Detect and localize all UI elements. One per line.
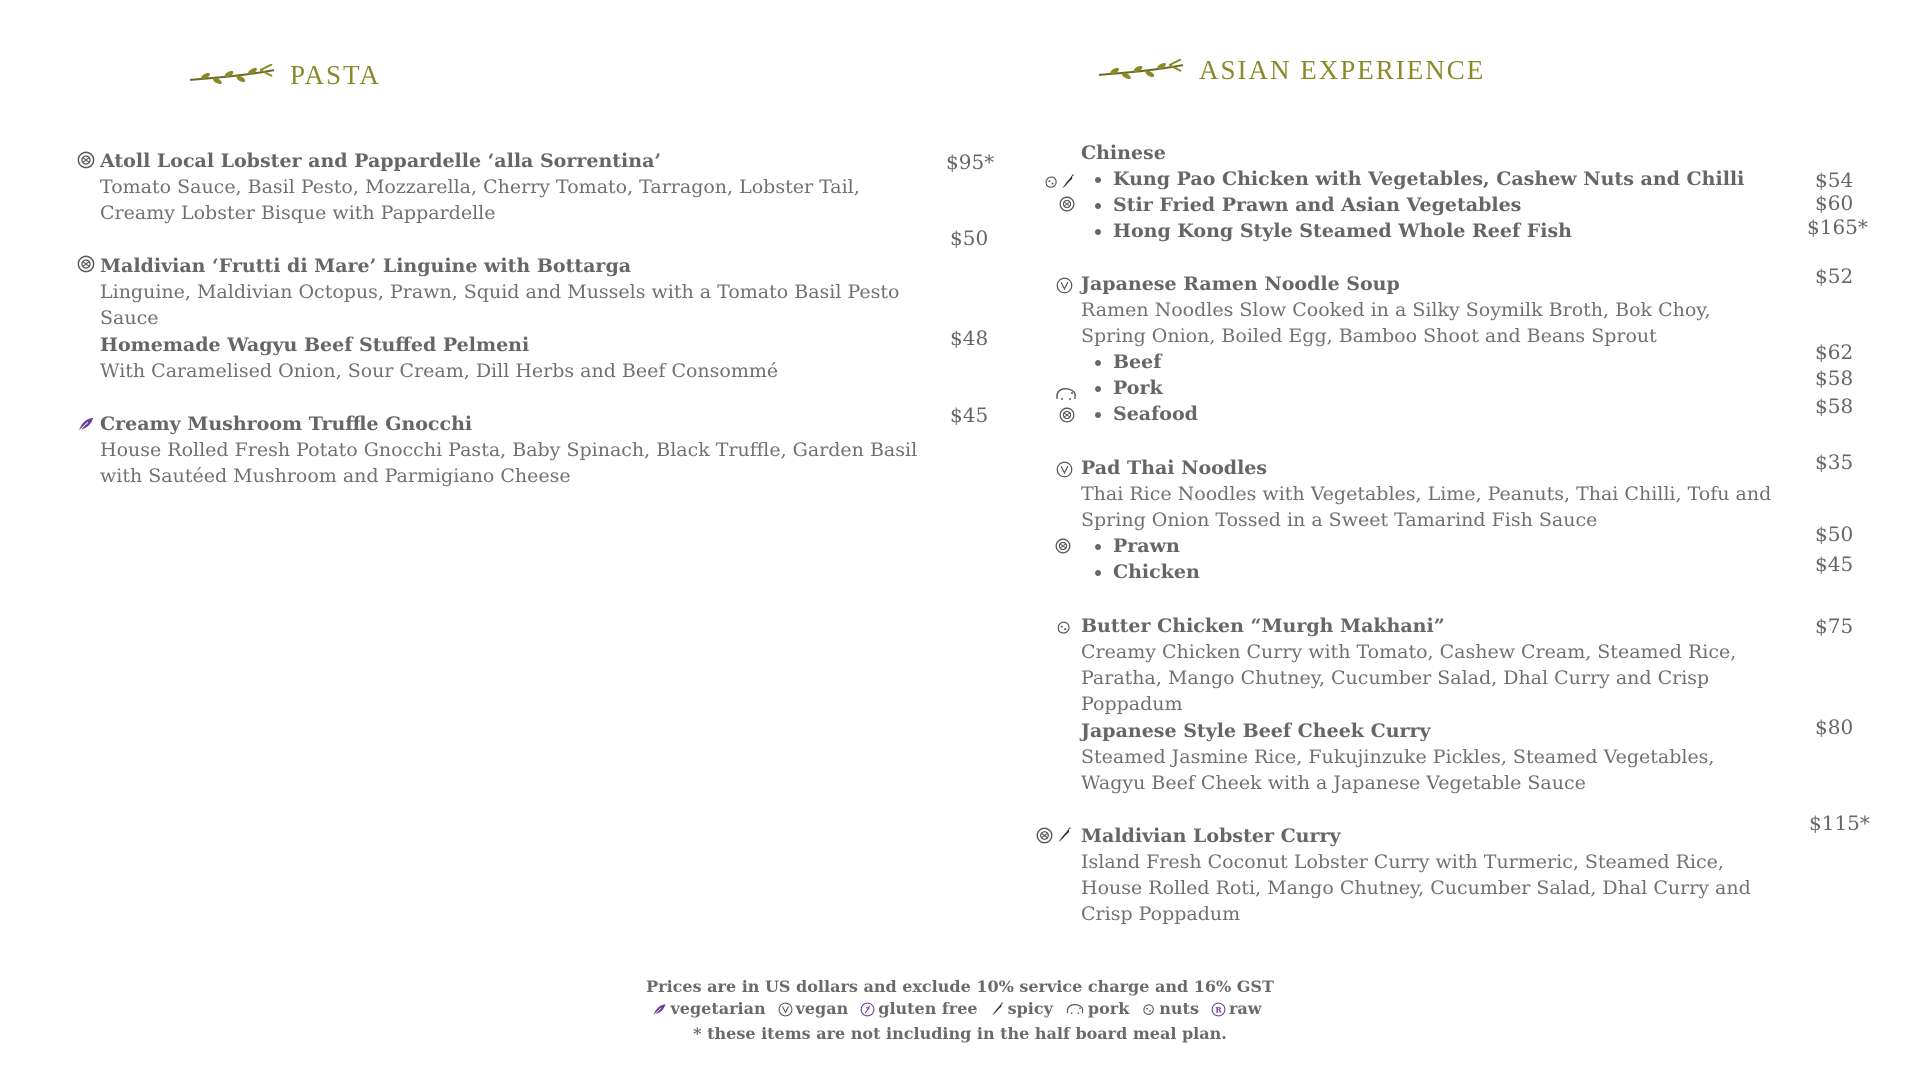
nuts-icon <box>1141 1002 1156 1017</box>
item-description: Linguine, Maldivian Octopus, Prawn, Squid and Mussels with a Tomato Basil Pesto Sauce <box>100 281 900 329</box>
pork-icon <box>1065 1002 1085 1016</box>
item-price: $58 <box>1815 366 1854 390</box>
list-item: • Prawn <box>1113 533 1781 559</box>
asian-heading <box>1097 55 1485 86</box>
list-item: • Pork <box>1113 375 1781 401</box>
legend-spicy: spicy <box>1007 999 1053 1018</box>
list-item: • Beef <box>1113 349 1781 375</box>
list-item: • Seafood <box>1113 401 1781 427</box>
gluten-free-icon <box>860 1002 875 1017</box>
item-description: Island Fresh Coconut Lobster Curry with Turmeric, Steamed Rice, House Rolled Roti, Mango Chutney, Cucumber Salad, Dhal Curry and Crisp Poppadum <box>1081 851 1751 925</box>
menu-item-ramen <box>1081 271 1781 427</box>
item-description: With Caramelised Onion, Sour Cream, Dill Herbs and Beef Consommé <box>100 360 779 382</box>
item-price: $75 <box>1815 614 1854 638</box>
half-board-note: * these items are not including in the half board meal plan. <box>693 1023 1227 1043</box>
item-price: $165* <box>1807 215 1868 239</box>
item-price: $45 <box>950 403 989 427</box>
pork-icon <box>1054 386 1078 402</box>
raw-icon <box>1059 407 1075 423</box>
raw-icon <box>1036 827 1053 844</box>
item-description: House Rolled Fresh Potato Gnocchi Pasta, Baby Spinach, Black Truffle, Garden Basil with Sautéed Mushroom and Parmigiano Cheese <box>100 439 918 487</box>
list-item: • Hong Kong Style Steamed Whole Reef Fish <box>1113 218 1781 244</box>
menu-item-beef-cheek-curry <box>1081 718 1781 796</box>
item-price: $54 <box>1815 168 1854 192</box>
chilli-icon <box>990 1002 1005 1017</box>
raw-icon <box>1055 538 1071 554</box>
vegan-icon <box>1056 461 1073 478</box>
item-price: $95* <box>946 150 995 174</box>
item-price: $35 <box>1815 450 1854 474</box>
nuts-icon <box>1043 174 1059 190</box>
list-item: • Chicken <box>1113 559 1781 585</box>
vegetarian-leaf-icon <box>652 1002 667 1017</box>
menu-item-butter-chicken <box>1081 613 1781 717</box>
item-title: Maldivian ‘Frutti di Mare’ Linguine with Bottarga <box>100 255 632 277</box>
legend-pork: pork <box>1087 999 1130 1018</box>
item-title: Homemade Wagyu Beef Stuffed Pelmeni <box>100 334 530 356</box>
item-title: Japanese Ramen Noodle Soup <box>1081 273 1400 295</box>
legend-vegetarian: vegetarian <box>670 999 766 1018</box>
menu-item-wagyu-pelmeni <box>100 332 935 384</box>
raw-icon <box>77 151 95 169</box>
menu-footer <box>0 976 1920 1045</box>
menu-item-pad-thai <box>1081 455 1781 585</box>
item-description: Steamed Jasmine Rice, Fukujinzuke Pickles, Steamed Vegetables, Wagyu Beef Cheek with a Japanese Vegetable Sauce <box>1081 746 1715 794</box>
chilli-icon <box>1060 174 1076 190</box>
raw-icon <box>1059 196 1075 212</box>
olive-sprig-icon <box>1097 59 1185 83</box>
olive-sprig-icon <box>188 64 276 88</box>
vegan-icon <box>778 1002 793 1017</box>
item-title: Pad Thai Noodles <box>1081 457 1268 479</box>
item-description: Thai Rice Noodles with Vegetables, Lime, Peanuts, Thai Chilli, Tofu and Spring Onion Tossed in a Sweet Tamarind Fish Sauce <box>1081 483 1772 531</box>
item-price: $115* <box>1809 811 1870 835</box>
menu-section-chinese <box>1081 140 1781 244</box>
item-title: Butter Chicken “Murgh Makhani” <box>1081 615 1445 637</box>
raw-icon <box>1211 1002 1226 1017</box>
item-title: Maldivian Lobster Curry <box>1081 825 1341 847</box>
item-price: $80 <box>1815 715 1854 739</box>
dietary-legend <box>652 998 1267 1020</box>
item-description: Creamy Chicken Curry with Tomato, Cashew Cream, Steamed Rice, Paratha, Mango Chutney, Cucumber Salad, Dhal Curry and Crisp Poppadum <box>1081 641 1737 715</box>
item-price: $60 <box>1815 191 1854 215</box>
asian-heading-text: ASIAN EXPERIENCE <box>1199 55 1486 85</box>
item-price: $48 <box>950 326 989 350</box>
price-note: Prices are in US dollars and exclude 10% service charge and 16% GST <box>646 977 1274 996</box>
menu-item-lobster-curry <box>1081 823 1781 927</box>
item-title: Japanese Style Beef Cheek Curry <box>1081 720 1431 742</box>
section-title: Chinese <box>1081 142 1166 164</box>
list-item: • Kung Pao Chicken with Vegetables, Cashew Nuts and Chilli <box>1113 166 1781 192</box>
pasta-heading <box>188 60 381 91</box>
raw-icon <box>77 255 95 273</box>
menu-item-lobster-pappardelle <box>100 148 935 226</box>
legend-vegan: vegan <box>795 999 849 1018</box>
vegan-icon <box>1056 277 1073 294</box>
item-price: $50 <box>950 226 989 250</box>
menu-item-frutti-di-mare <box>100 253 935 331</box>
item-description: Ramen Noodles Slow Cooked in a Silky Soymilk Broth, Bok Choy, Spring Onion, Boiled Egg, Bamboo Shoot and Beans Sprout <box>1081 299 1711 347</box>
list-item: • Stir Fried Prawn and Asian Vegetables <box>1113 192 1781 218</box>
menu-item-truffle-gnocchi <box>100 411 935 489</box>
item-price: $52 <box>1815 264 1854 288</box>
legend-raw: raw <box>1228 999 1262 1018</box>
item-title: Creamy Mushroom Truffle Gnocchi <box>100 413 473 435</box>
vegetarian-leaf-icon <box>77 415 95 433</box>
item-price: $62 <box>1815 340 1854 364</box>
item-description: Tomato Sauce, Basil Pesto, Mozzarella, Cherry Tomato, Tarragon, Lobster Tail, Creamy Lobster Bisque with Pappardelle <box>100 176 860 224</box>
nuts-icon <box>1055 619 1072 636</box>
pasta-heading-text: PASTA <box>290 60 381 90</box>
legend-nuts: nuts <box>1159 999 1199 1018</box>
item-price: $50 <box>1815 522 1854 546</box>
item-price: $45 <box>1815 552 1854 576</box>
chilli-icon <box>1056 827 1073 844</box>
item-price: $58 <box>1815 394 1854 418</box>
item-title: Atoll Local Lobster and Pappardelle ‘alla Sorrentina’ <box>100 150 662 172</box>
legend-gluten-free: gluten free <box>878 999 978 1018</box>
